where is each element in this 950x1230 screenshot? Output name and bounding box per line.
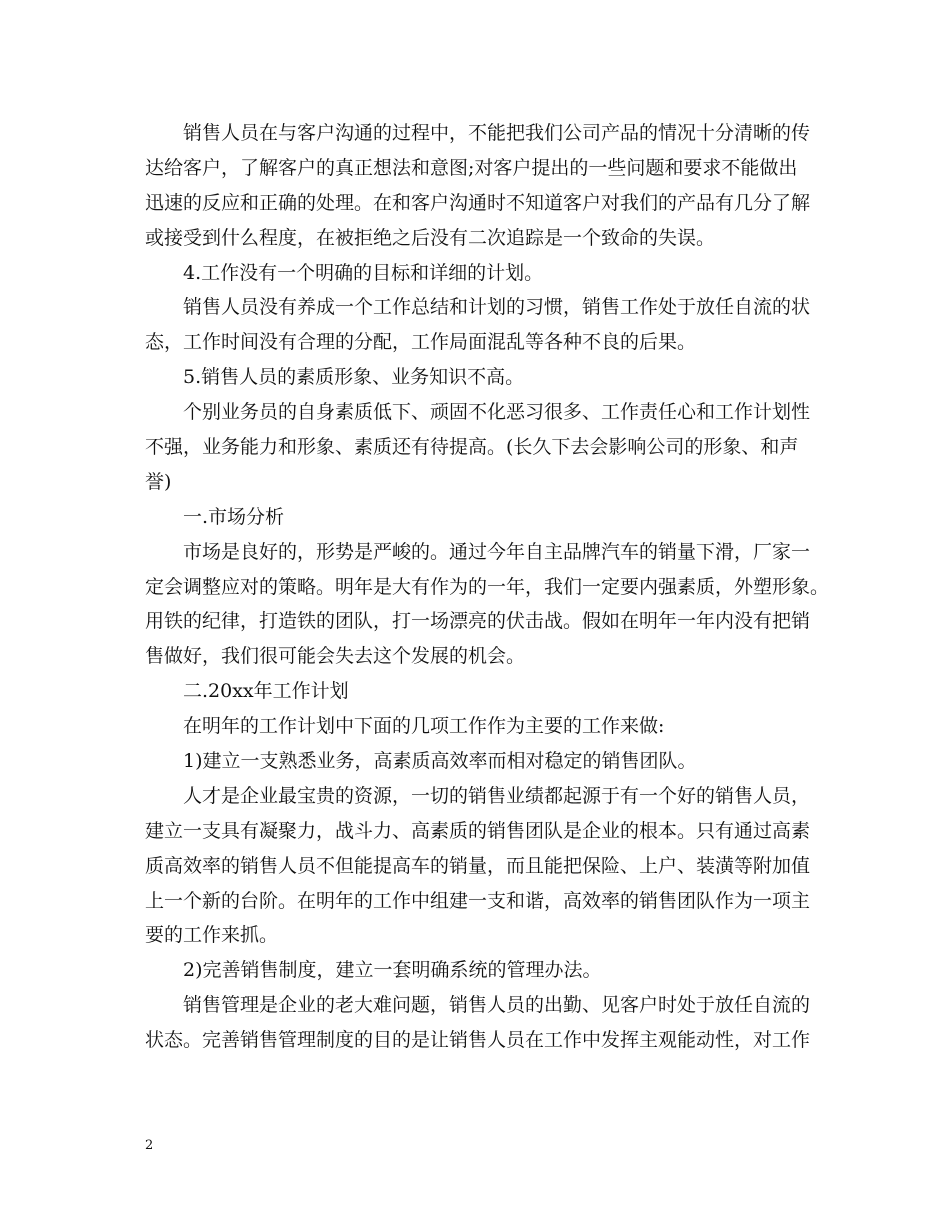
text-line: 用铁的纪律，打造铁的团队，打一场漂亮的伏击战。假如在明年一年内没有把销 — [145, 610, 811, 633]
text-line: 或接受到什么程度，在被拒绝之后没有二次追踪是一个致命的失误。 — [145, 226, 716, 249]
section-heading: 一.市场分析 — [183, 505, 285, 528]
numbered-heading: 5.销售人员的素质形象、业务知识不高。 — [183, 366, 525, 389]
numbered-heading: 4.工作没有一个明确的目标和详细的计划。 — [183, 261, 544, 284]
text-line: 质高效率的销售人员不但能提高车的销量，而且能把保险、上户、装潢等附加值 — [145, 854, 811, 877]
text-line: 不强，业务能力和形象、素质还有待提高。(长久下去会影响公司的形象、和声 — [145, 436, 799, 459]
text-line: 态，工作时间没有合理的分配，工作局面混乱等各种不良的后果。 — [145, 331, 697, 354]
text-line: 销售管理是企业的老大难问题，销售人员的出勤、见客户时处于放任自流的 — [183, 994, 811, 1017]
text-line: 售做好，我们很可能会失去这个发展的机会。 — [145, 645, 526, 668]
text-line: 迅速的反应和正确的处理。在和客户沟通时不知道客户对我们的产品有几分了解 — [145, 191, 811, 214]
text-line: 人才是企业最宝贵的资源，一切的销售业绩都起源于有一个好的销售人员， — [183, 784, 811, 807]
numbered-heading: 2)完善销售制度，建立一套明确系统的管理办法。 — [183, 959, 602, 982]
text-line: 誉) — [145, 470, 172, 493]
text-line: 状态。完善销售管理制度的目的是让销售人员在工作中发挥主观能动性，对工作 — [145, 1029, 811, 1052]
text-line: 在明年的工作计划中下面的几项工作作为主要的工作来做: — [183, 715, 665, 738]
text-line: 要的工作来抓。 — [145, 924, 279, 947]
numbered-heading: 1)建立一支熟悉业务，高素质高效率而相对稳定的销售团队。 — [183, 750, 697, 773]
section-heading: 二.20xx年工作计划 — [183, 680, 349, 703]
text-line: 定会调整应对的策略。明年是大有作为的一年，我们一定要内强素质，外塑形象。 — [145, 575, 830, 598]
text-line: 销售人员在与客户沟通的过程中，不能把我们公司产品的情况十分清晰的传 — [183, 122, 811, 144]
text-line: 上一个新的台阶。在明年的工作中组建一支和谐，高效率的销售团队作为一项主 — [145, 889, 811, 912]
text-line: 市场是良好的，形势是严峻的。通过今年自主品牌汽车的销量下滑，厂家一 — [183, 540, 811, 563]
text-line: 达给客户，了解客户的真正想法和意图;对客户提出的一些问题和要求不能做出 — [145, 156, 798, 179]
text-line: 建立一支具有凝聚力，战斗力、高素质的销售团队是企业的根本。只有通过高素 — [145, 819, 811, 842]
body-text — [145, 116, 830, 1058]
page-number: 2 — [145, 1138, 154, 1153]
text-line: 个别业务员的自身素质低下、顽固不化恶习很多、工作责任心和工作计划性 — [183, 401, 811, 424]
text-line: 销售人员没有养成一个工作总结和计划的习惯，销售工作处于放任自流的状 — [183, 296, 811, 319]
